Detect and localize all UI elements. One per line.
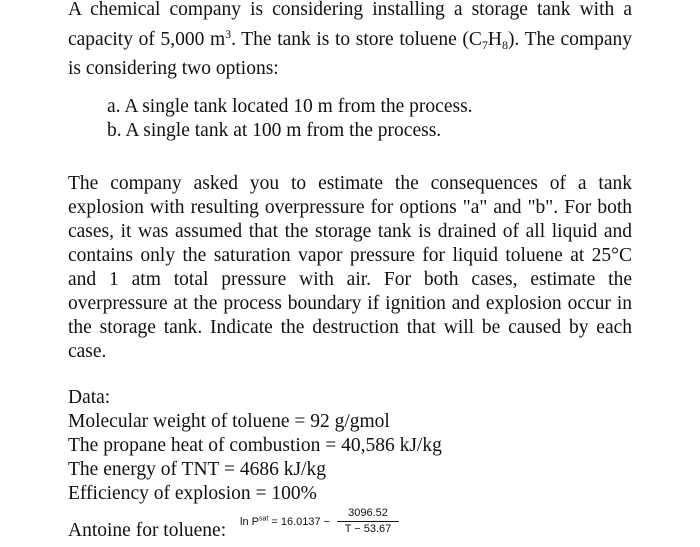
antoine-label: Antoine for toluene: [68, 520, 227, 541]
carbon-subscript: 7 [481, 38, 488, 52]
formula-denominator: T − 53.67 [344, 523, 392, 535]
formula-ln-p: ln P [240, 516, 259, 528]
cubic-superscript: 3 [225, 27, 232, 41]
intro-text-4: ). The company is considering two options: [68, 29, 632, 79]
option-b: b. A single tank at 100 m from the process. [107, 120, 442, 141]
intro-text-1: A chemical company is considering installing a storage tank with a capacity of 5,000 m [68, 0, 632, 50]
formula-fraction [337, 506, 399, 537]
formula-sat-superscript: sat [258, 515, 269, 523]
intro-paragraph [68, 0, 632, 81]
formula-constant: = 16.0137 − [268, 516, 331, 528]
data-line-heat-of-combustion: The propane heat of combustion = 40,586 kJ/kg [68, 435, 442, 456]
data-title: Data: [68, 387, 111, 408]
data-line-tnt-energy: The energy of TNT = 4686 kJ/kg [68, 459, 326, 480]
formula-lhs [240, 516, 330, 528]
hydrogen-subscript: 8 [501, 38, 508, 52]
option-a: a. A single tank located 10 m from the process. [107, 96, 473, 117]
task-paragraph: The company asked you to estimate the consequences of a tank explosion with resulting overpressure for options "a" and "b". For both cases, it was assumed that the storage tank is drained of all liquid and contains only the saturation vapor pressure for liquid toluene at 25°C and 1 atm total pressure with air. For both cases, estimate the overpressure at the process boundary if ignition and explosion occur in the storage tank. Indicate the destruction that will be caused by each case. [68, 173, 632, 362]
formula-numerator: 3096.52 [348, 507, 388, 519]
data-line-efficiency: Efficiency of explosion = 100% [68, 483, 317, 504]
data-line-molecular-weight: Molecular weight of toluene = 92 g/gmol [68, 411, 390, 432]
intro-text-3: H [487, 29, 502, 50]
intro-text-2: . The tank is to store toluene (C [231, 29, 482, 50]
